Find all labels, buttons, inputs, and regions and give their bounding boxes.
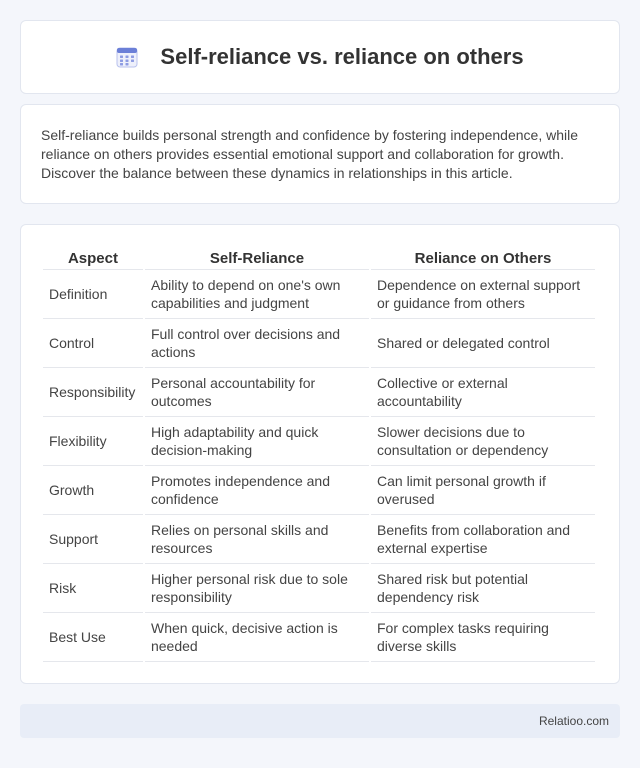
column-header-self-reliance: Self-Reliance (145, 245, 369, 270)
aspect-cell: Growth (43, 466, 143, 515)
column-header-reliance-on-others: Reliance on Others (371, 245, 595, 270)
reliance-on-others-cell: Shared risk but potential dependency risk (371, 564, 595, 613)
table-row (43, 466, 595, 515)
self-reliance-cell: When quick, decisive action is needed (145, 613, 369, 662)
reliance-on-others-cell: Benefits from collaboration and external expertise (371, 515, 595, 564)
aspect-cell: Responsibility (43, 368, 143, 417)
table-row (43, 270, 595, 319)
self-reliance-cell: Ability to depend on one's own capabilities and judgment (145, 270, 369, 319)
reliance-on-others-cell: Slower decisions due to consultation or dependency (371, 417, 595, 466)
reliance-on-others-cell: Dependence on external support or guidance from others (371, 270, 595, 319)
aspect-cell: Risk (43, 564, 143, 613)
calendar-icon (116, 46, 138, 68)
intro-text: Self-reliance builds personal strength and confidence by fostering independence, while reliance on others provides essential emotional support and collaboration for growth. Discover the balance between these dynamics in relationships in this article. (41, 127, 579, 181)
self-reliance-cell: Relies on personal skills and resources (145, 515, 369, 564)
footer-brand[interactable]: Relatioo.com (538, 714, 609, 728)
self-reliance-cell: Higher personal risk due to sole responsibility (145, 564, 369, 613)
self-reliance-cell: Full control over decisions and actions (145, 319, 369, 368)
comparison-card (20, 224, 620, 684)
table-row (43, 515, 595, 564)
self-reliance-cell: High adaptability and quick decision-making (145, 417, 369, 466)
table-row (43, 613, 595, 662)
self-reliance-cell: Promotes independence and confidence (145, 466, 369, 515)
title-card (20, 20, 620, 94)
footer (20, 704, 620, 738)
aspect-cell: Best Use (43, 613, 143, 662)
reliance-on-others-cell: Can limit personal growth if overused (371, 466, 595, 515)
table-row (43, 368, 595, 417)
page-title: Self-reliance vs. reliance on others (160, 44, 524, 69)
table-row (43, 564, 595, 613)
reliance-on-others-cell: Collective or external accountability (371, 368, 595, 417)
column-header-aspect: Aspect (43, 245, 143, 270)
reliance-on-others-cell: Shared or delegated control (371, 319, 595, 368)
aspect-cell: Support (43, 515, 143, 564)
comparison-table (41, 245, 597, 662)
table-row (43, 417, 595, 466)
intro-card (20, 104, 620, 204)
reliance-on-others-cell: For complex tasks requiring diverse skills (371, 613, 595, 662)
self-reliance-cell: Personal accountability for outcomes (145, 368, 369, 417)
table-header-row (43, 245, 595, 270)
table-row (43, 319, 595, 368)
aspect-cell: Definition (43, 270, 143, 319)
aspect-cell: Flexibility (43, 417, 143, 466)
aspect-cell: Control (43, 319, 143, 368)
